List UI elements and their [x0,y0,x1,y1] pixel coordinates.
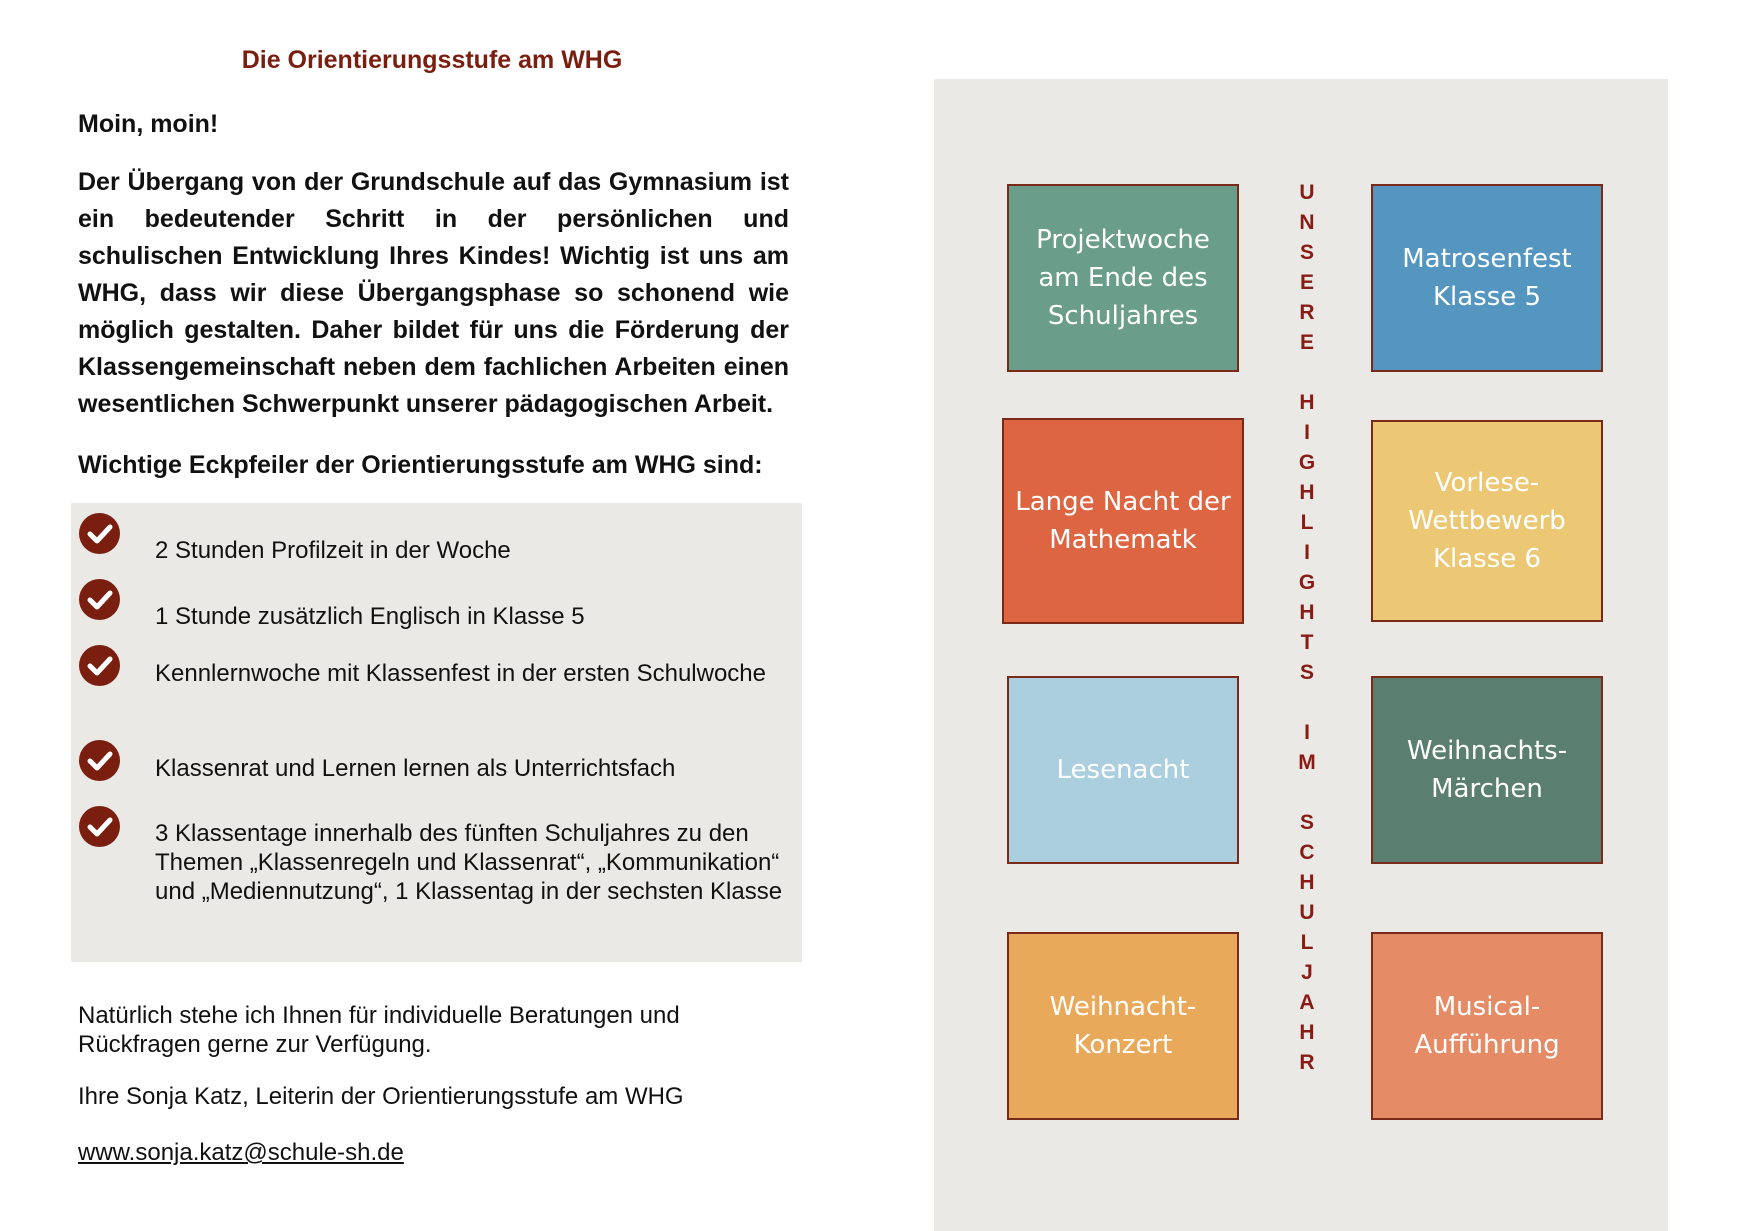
checklist-heading: Wichtige Eckpfeiler der Orientierungsstufe am WHG sind: [78,451,763,479]
checklist-item-label: 2 Stunden Profilzeit in der Woche [155,537,511,564]
tile-vorlese-wettbewerb: Vorlese-Wettbewerb Klasse 6 [1371,420,1603,622]
checklist-panel [71,503,802,962]
vertical-highlights-label: U N S E R E H I G H L I G H T S I M S C H U L J A H R [1298,181,1316,1074]
tile-lesenacht: Lesenacht [1007,676,1239,864]
checkmark-icon [79,513,120,554]
page-title: Die Orientierungsstufe am WHG [241,46,623,74]
tile-weihnachts-maerchen: Weihnachts-Märchen [1371,676,1603,864]
greeting: Moin, moin! [78,110,219,138]
checkmark-icon [79,579,120,620]
tile-matrosenfest: Matrosenfest Klasse 5 [1371,184,1603,372]
checklist-item-label: Kennlernwoche mit Klassenfest in der ersten Schulwoche [155,660,766,687]
tile-projektwoche: Projektwoche am Ende des Schuljahres [1007,184,1239,372]
checkmark-icon [79,740,120,781]
tile-musical-auffuehrung: Musical-Aufführung [1371,932,1603,1120]
tile-weihnacht-konzert: Weihnacht-Konzert [1007,932,1239,1120]
closing-paragraph: Natürlich stehe ich Ihnen für individuelle Beratungen und Rückfragen gerne zur Verfügung. [78,1002,680,1058]
email-link[interactable]: www.sonja.katz@schule-sh.de [78,1139,404,1166]
tile-lange-nacht: Lange Nacht der Mathematk [1002,418,1244,624]
checklist-item-label: 1 Stunde zusätzlich Englisch in Klasse 5 [155,603,585,630]
signature: Ihre Sonja Katz, Leiterin der Orientierungsstufe am WHG [78,1083,684,1110]
checklist-item-label: Klassenrat und Lernen lernen als Unterrichtsfach [155,755,676,782]
checkmark-icon [79,806,120,847]
intro-paragraph: Der Übergang von der Grundschule auf das Gymnasium ist ein bedeutender Schritt in der persönlichen und schulischen Entwicklung Ihres Kindes! Wichtig ist uns am WHG, dass wir diese Übergangsphase so schonend wie möglich gestalten. Daher bildet für uns die Förderung der Klassengemeinschaft neben dem fachlichen Arbeiten einen wesentlichen Schwerpunkt unserer pädagogischen Arbeit. [78,168,789,418]
checklist-item-label: 3 Klassentage innerhalb des fünften Schuljahres zu den Themen „Klassenregeln und Klassenrat“, „Kommunikation“ und „Mediennutzung“, 1 Klassentag in der sechsten Klasse [155,820,783,905]
checkmark-icon [79,645,120,686]
